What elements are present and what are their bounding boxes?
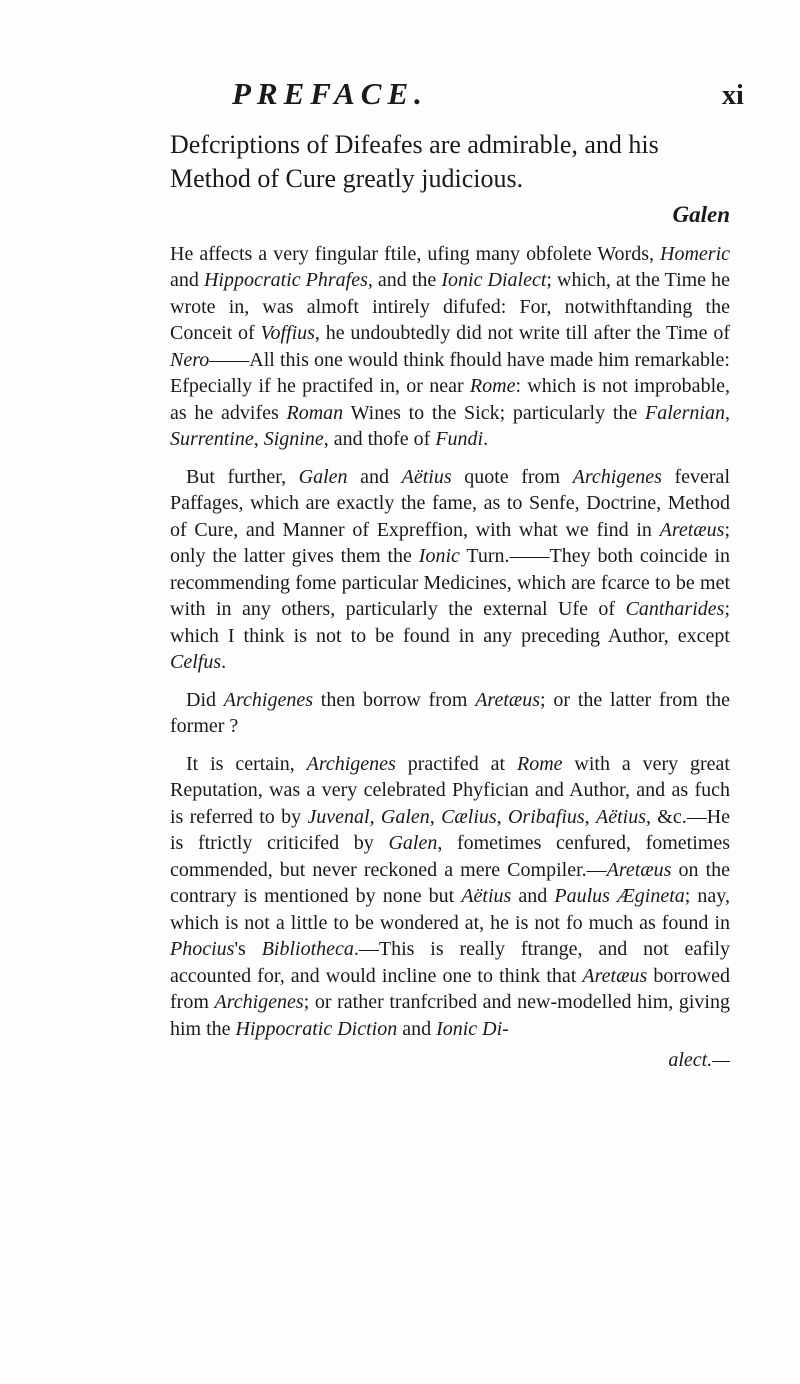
running-title: PREFACE. [232,76,428,111]
catchword: alect.— [668,1049,730,1071]
paragraph-4: It is certain, Archigenes practifed at Rome with a very great Reputation, was a very celebrated Phyfician and Author, and as fuch is referred to by Juvenal, Galen, Cælius, Oribafius, Aëtius, &c.—He is ftrictly criticifed by Galen, fometimes cenfured, fometimes commended, but never reckoned a mere Compiler.—Aretæus on the contrary is mentioned by none but Aëtius and Paulus Ægineta; nay, which is not a little to be wondered at, he is not fo much as found in Phocius's Bibliotheca.—This is really ftrange, and not eafily accounted for, and would incline one to think that Aretæus borrowed from Archigenes; or rather tranfcribed and new-modelled him, giving him the Hippocratic Diction and Ionic Di- [170,752,731,1040]
paragraph-2: But further, Galen and Aëtius quote from Archigenes feveral Paffages, which are exactly the fame, as to Senfe, Doctrine, Method of Cure, and Manner of Expreffion, with what we find in Aretæus; only the latter gives them the Ionic Turn.——They both coincide in recommending fome particular Medicines, which are fcarce to be met with in any others, particularly the external Ufe of Cantharides; which I think is not to be found in any preceding Author, except Celfus. [170,465,731,673]
section-head-galen: Galen [672,202,730,227]
paragraph-1: He affects a very fingular ftile, ufing many obfolete Words, Homeric and Hippocratic Phrafes, and the Ionic Dialect; which, at the Time he wrote in, was almoft intirely difufed: For, notwithftanding the Conceit of Voffius, he undoubtedly did not write till after the Time of Nero——All this one would think fhould have made him remarkable: Efpecially if he practifed in, or near Rome: which is not improbable, as he advifes Roman Wines to the Sick; particularly the Falernian, Surrentine, Signine, and thofe of Fundi. [170,242,730,450]
running-head [0,76,800,120]
body-text [170,128,730,1085]
paragraph-3: Did Archigenes then borrow from Aretæus; or the latter from the former ? [170,688,730,737]
lead-paragraph: Defcriptions of Difeafes are admirable, and his Method of Cure greatly judicious. [170,130,659,193]
page-number: xi [722,80,744,111]
